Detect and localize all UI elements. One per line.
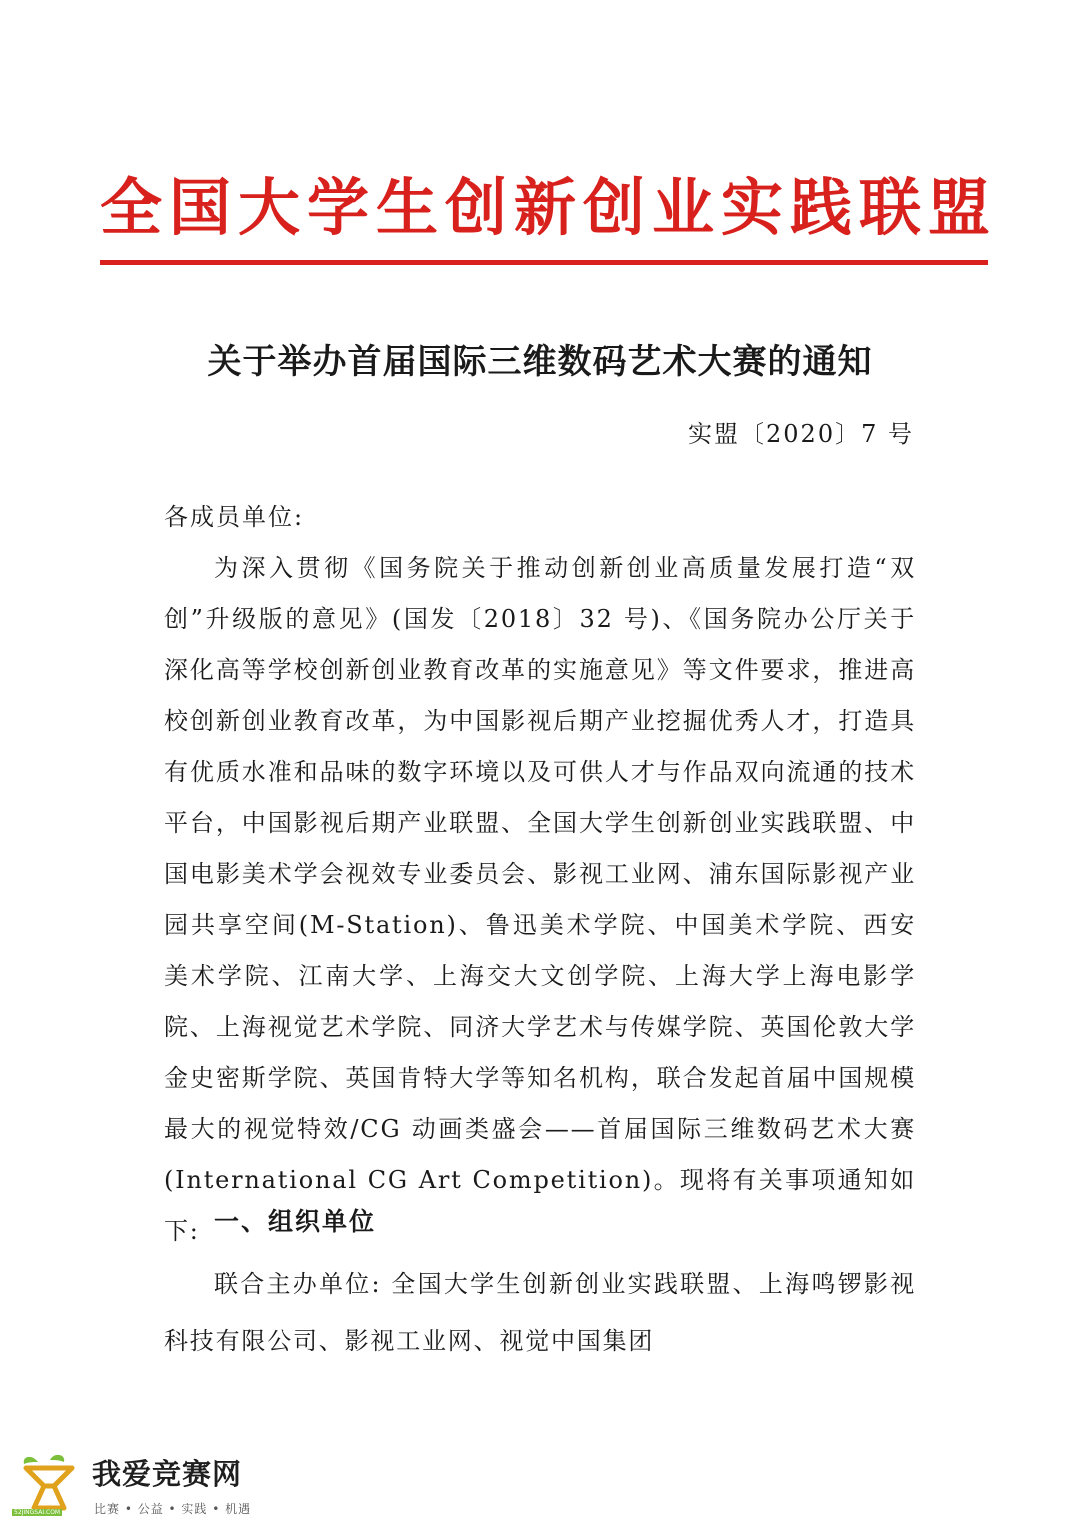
section-paragraph: 联合主办单位: 全国大学生创新创业实践联盟、上海鸣锣影视科技有限公司、影视工业网、视觉中国集团 — [164, 1270, 916, 1355]
section-heading: 一、组织单位 — [214, 1207, 377, 1236]
organization-header: 全国大学生创新创业实践联盟 — [100, 171, 998, 244]
document-number: 实盟〔2020〕7 号 — [688, 420, 914, 448]
salutation: 各成员单位: — [164, 503, 305, 531]
red-divider — [100, 260, 988, 265]
watermark-name: 我爱竞赛网 — [92, 1457, 243, 1491]
watermark-domain: 52JINGSAI.COM — [14, 1509, 61, 1516]
intro-paragraph: 为深入贯彻《国务院关于推动创新创业高质量发展打造“双创”升级版的意见》(国发〔2018〕32 号)、《国务院办公厅关于深化高等学校创新创业教育改革的实施意见》等文件要求，推进高校创新创业教育改革，为中国影视后期产业挖掘优秀人才，打造具有优质水准和品味的数字环境以及可供人才与作品双向流通的技术平台，中国影视后期产业联盟、全国大学生创新创业实践联盟、中国电影美术学会视效专业委员会、影视工业网、浦东国际影视产业园共享空间(M-Station)、鲁迅美术学院、中国美术学院、西安美术学院、江南大学、上海交大文创学院、上海大学上海电影学院、上海视觉艺术学院、同济大学艺术与传媒学院、英国伦敦大学金史密斯学院、英国肯特大学等知名机构，联合发起首届中国规模最大的视觉特效/CG 动画类盛会——首届国际三维数码艺术大赛(International CG Art Competition)。现将有关事项通知如下: — [164, 554, 916, 1245]
watermark — [8, 1448, 258, 1522]
watermark-tagline: 比赛 • 公益 • 实践 • 机遇 — [94, 1502, 252, 1516]
document-title: 关于举办首届国际三维数码艺术大赛的通知 — [207, 342, 873, 382]
